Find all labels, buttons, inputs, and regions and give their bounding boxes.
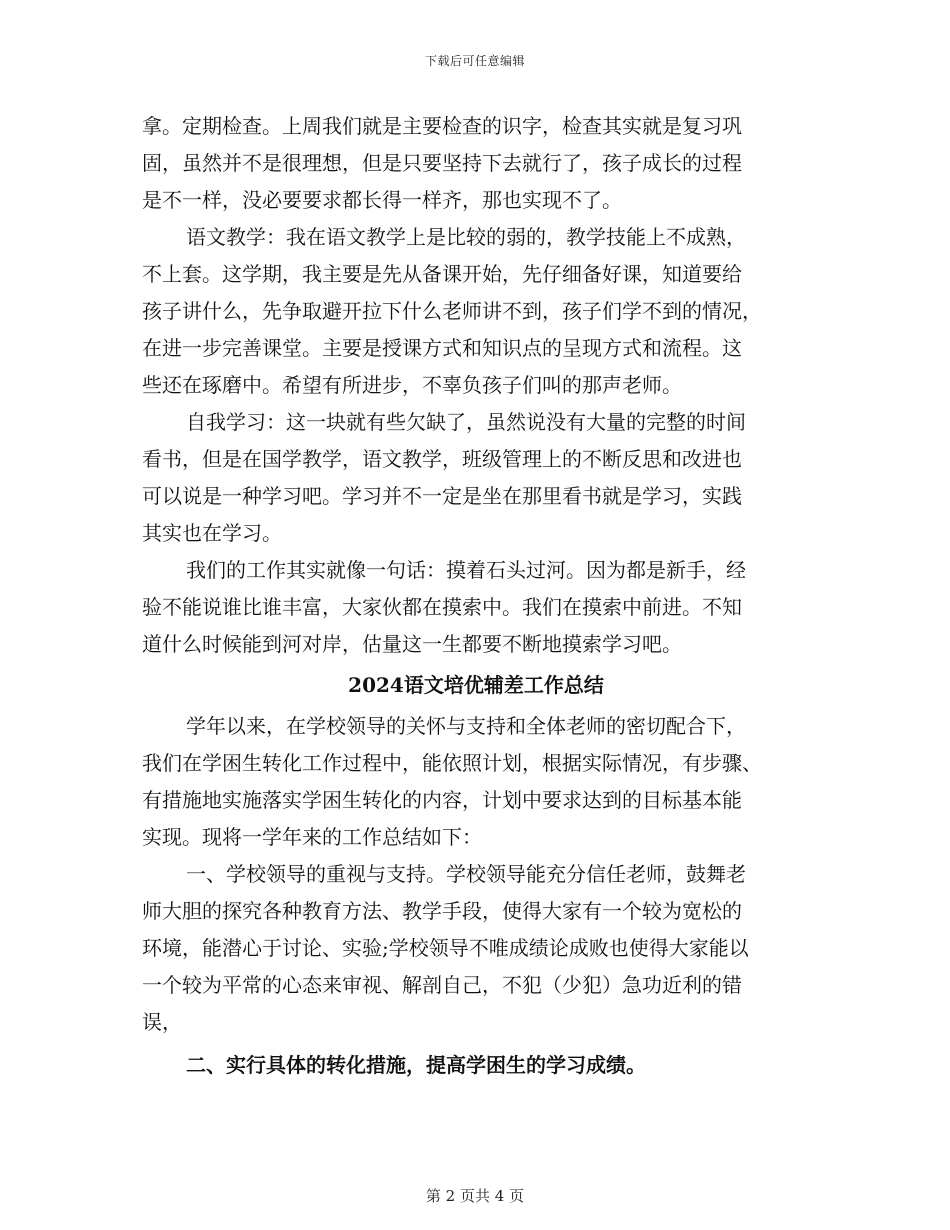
text-line: 学年以来，在学校领导的关怀与支持和全体老师的密切配合下， (186, 714, 746, 738)
page-header: 下载后可任意编辑 (424, 54, 525, 68)
text-line: 误， (142, 1010, 182, 1034)
text-line: 看书，但是在国学教学，语文教学，班级管理上的不断反思和改进也 (142, 447, 742, 471)
text-line: 可以说是一种学习吧。学习并不一定是坐在那里看书就是学习，实践 (142, 484, 742, 508)
text-line: 在进一步完善课堂。主要是授课方式和知识点的呈现方式和流程。这 (142, 336, 742, 360)
text-line: 是不一样，没必要要求都长得一样齐，那也实现不了。 (142, 188, 622, 212)
text-line: 我们在学困生转化工作过程中，能依照计划，根据实际情况，有步骤、 (142, 751, 762, 775)
text-line: 师大胆的探究各种教育方法、教学手段，使得大家有一个较为宽松的 (142, 899, 742, 923)
text-line: 有措施地实施落实学困生转化的内容，计划中要求达到的目标基本能 (142, 788, 742, 812)
text-line: 些还在琢磨中。希望有所进步，不辜负孩子们叫的那声老师。 (142, 373, 682, 397)
text-line: 道什么时候能到河对岸，估量这一生都要不断地摸索学习吧。 (142, 632, 682, 656)
paragraph (142, 552, 810, 663)
text-line: 实现。现将一学年来的工作总结如下： (142, 825, 482, 849)
page-footer: 第 2 页共 4 页 (425, 1187, 525, 1205)
text-line: 其实也在学习。 (142, 521, 282, 545)
section-title: 2024语文培优辅差工作总结 (348, 673, 604, 697)
text-line: 我们的工作其实就像一句话：摸着石头过河。因为都是新手，经 (186, 558, 746, 582)
text-line: 一个较为平常的心态来审视、解剖自己，不犯（少犯）急功近利的错 (142, 973, 742, 997)
text-line: 不上套。这学期，我主要是先从备课开始，先仔细备好课，知道要给 (142, 262, 742, 286)
paragraph (142, 856, 810, 1041)
text-line: 自我学习：这一块就有些欠缺了，虽然说没有大量的完整的时间 (186, 410, 746, 434)
text-line: 拿。定期检查。上周我们就是主要检查的识字，检查其实就是复习巩 (142, 114, 742, 138)
bold-heading: 二、实行具体的转化措施，提高学困生的学习成绩。 (186, 1053, 646, 1077)
text-line: 验不能说谁比谁丰富，大家伙都在摸索中。我们在摸索中前进。不知 (142, 595, 742, 619)
text-line: 一、学校领导的重视与支持。学校领导能充分信任老师，鼓舞老 (186, 862, 746, 886)
document-body (142, 108, 810, 1084)
paragraph (142, 404, 810, 552)
text-line: 固，虽然并不是很理想，但是只要坚持下去就行了，孩子成长的过程 (142, 151, 742, 175)
paragraph (142, 108, 810, 219)
text-line: 环境，能潜心于讨论、实验;学校领导不唯成绩论成败也使得大家能以 (142, 936, 749, 960)
text-line: 语文教学：我在语文教学上是比较的弱的，教学技能上不成熟， (186, 225, 746, 249)
paragraph (142, 219, 810, 404)
paragraph (142, 708, 810, 856)
text-line: 孩子讲什么，先争取避开拉下什么老师讲不到，孩子们学不到的情况， (142, 299, 762, 323)
